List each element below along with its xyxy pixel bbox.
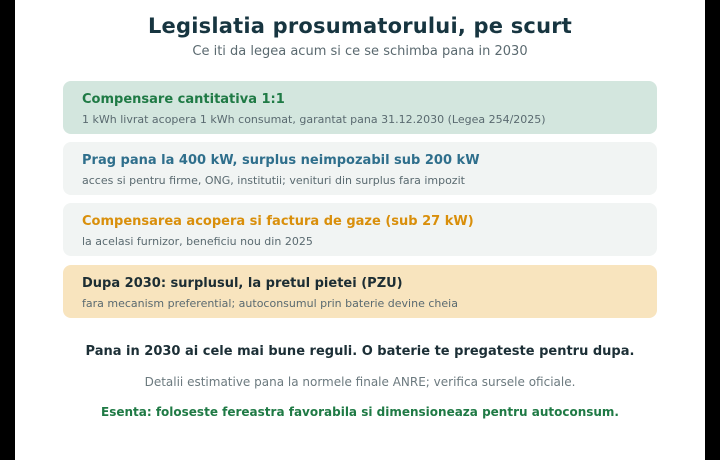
disclaimer-note: Detalii estimative pana la normele finale ANRE; verifica sursele oficiale. bbox=[144, 375, 576, 389]
infographic-page bbox=[15, 0, 705, 460]
card-description: 1 kWh livrat acopera 1 kWh consumat, garantat pana 31.12.2030 (Legea 254/2025) bbox=[82, 113, 546, 126]
card-title: Compensare cantitativa 1:1 bbox=[82, 92, 285, 107]
card-title: Dupa 2030: surplusul, la pretul pietei (PZU) bbox=[82, 276, 403, 291]
page-title: Legislatia prosumatorului, pe scurt bbox=[147, 14, 573, 38]
card-title: Prag pana la 400 kW, surplus neimpozabil sub 200 kW bbox=[82, 153, 480, 168]
card-compensare-cantitativa bbox=[63, 81, 657, 134]
highlight-note: Pana in 2030 ai cele mai bune reguli. O baterie te pregateste pentru dupa. bbox=[85, 344, 635, 359]
card-description: fara mecanism preferential; autoconsumul prin baterie devine cheia bbox=[82, 297, 458, 310]
page-subtitle: Ce iti da legea acum si ce se schimba pana in 2030 bbox=[192, 44, 528, 59]
conclusion-note: Esenta: foloseste fereastra favorabila si dimensioneaza pentru autoconsum. bbox=[101, 405, 619, 419]
card-description: la acelasi furnizor, beneficiu nou din 2025 bbox=[82, 235, 313, 248]
card-compensare-gaze bbox=[63, 203, 657, 256]
card-prag-400kw bbox=[63, 142, 657, 195]
card-title: Compensarea acopera si factura de gaze (sub 27 kW) bbox=[82, 214, 474, 229]
card-description: acces si pentru firme, ONG, institutii; venituri din surplus fara impozit bbox=[82, 174, 465, 187]
card-dupa-2030 bbox=[63, 265, 657, 318]
